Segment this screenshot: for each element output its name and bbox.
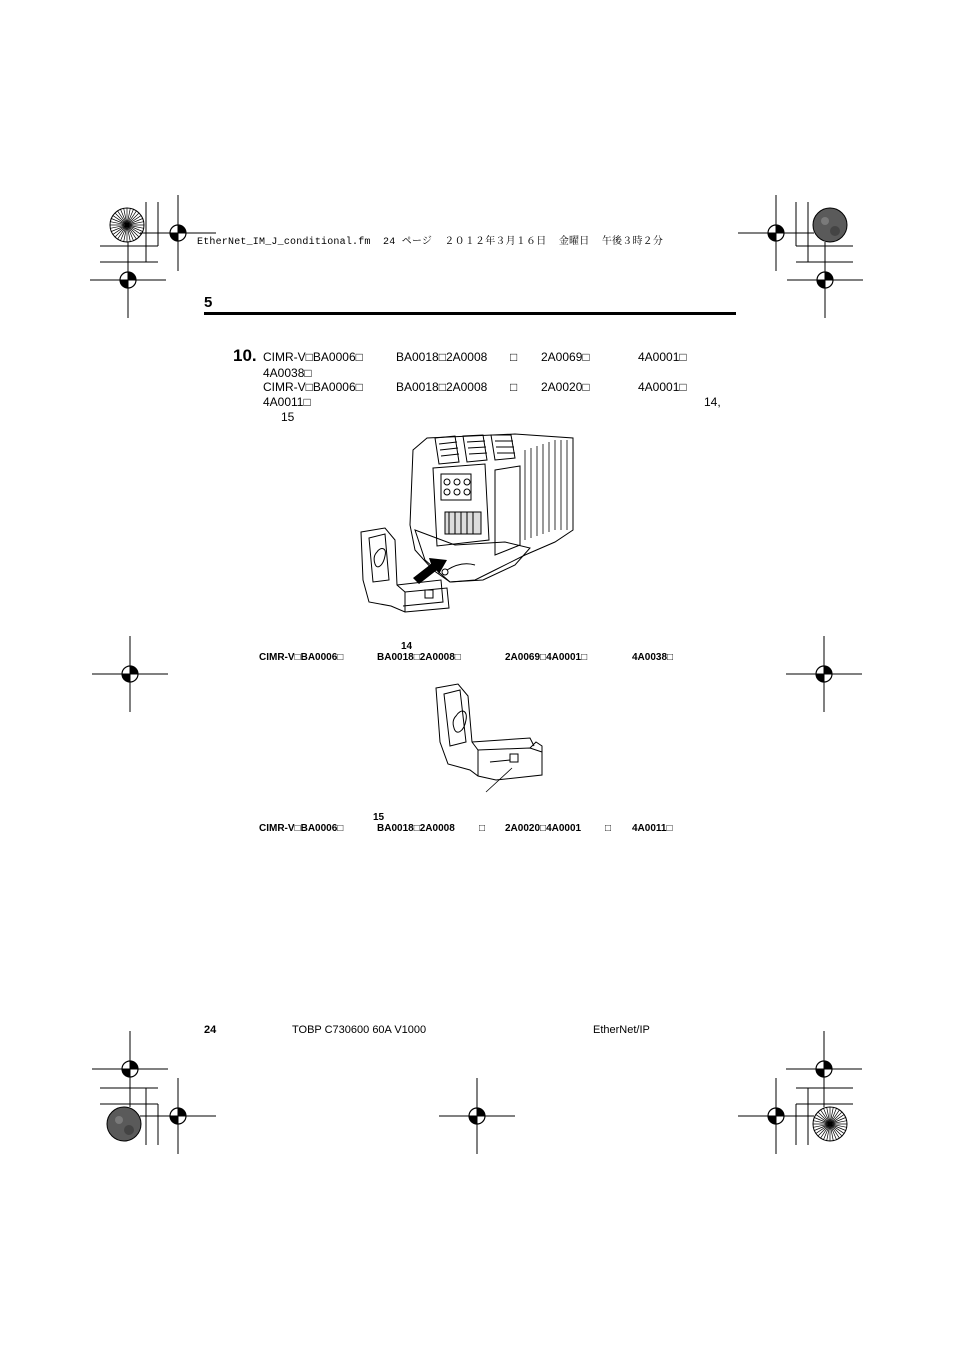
chapter-number: 5 [204, 294, 213, 311]
figure-14-illustration [355, 430, 585, 615]
caption-part: 4A0011□ [632, 823, 673, 834]
step-line1-model: CIMR-V□BA0006□ [263, 350, 363, 364]
chapter-rule [204, 312, 736, 315]
figure-number: 14 [401, 641, 413, 652]
step-line3-model: 2A0020□ [541, 380, 590, 394]
caption-part: BA0018□2A0008 [377, 823, 455, 834]
step-line1-model: BA0018□2A0008 [396, 350, 488, 364]
figure-15-illustration [430, 680, 550, 795]
step-line1-model: 2A0069□ [541, 350, 590, 364]
caption-part: 2A0069□4A0001□ [505, 652, 588, 663]
caption-part: BA0018□2A0008□ [377, 652, 461, 663]
file-header: EtherNet_IM_J_conditional.fm 24 ページ ２０１２年３月１６日 金曜日 午後３時２分 [197, 237, 664, 248]
caption-part: CIMR-V□BA0006□ [259, 823, 344, 834]
step-line3-model: BA0018□2A0008 [396, 380, 488, 394]
caption-part: 4A0038□ [632, 652, 674, 663]
step-line1-model: 4A0001□ [638, 350, 687, 364]
caption-part: □ [479, 823, 486, 834]
product-name: EtherNet/IP [593, 1024, 650, 1036]
document-number: TOBP C730600 60A V1000 [292, 1024, 427, 1036]
figure-number: 15 [373, 812, 385, 823]
step-line3-model: 4A0001□ [638, 380, 687, 394]
step-line3-box: □ [510, 380, 518, 394]
figure-ref: 15 [281, 410, 295, 424]
figure-ref: 14, [704, 395, 721, 409]
step-line1-box: □ [510, 350, 518, 364]
caption-part: CIMR-V□BA0006□ [259, 652, 344, 663]
step-number: 10. [233, 346, 257, 365]
caption-part: 2A0020□4A0001 [505, 823, 582, 834]
step-line2-model: 4A0038□ [263, 366, 312, 380]
step-line3-model: CIMR-V□BA0006□ [263, 380, 363, 394]
caption-part: □ [605, 823, 612, 834]
step-line4-model: 4A0011□ [263, 395, 311, 409]
page-number: 24 [204, 1024, 217, 1036]
